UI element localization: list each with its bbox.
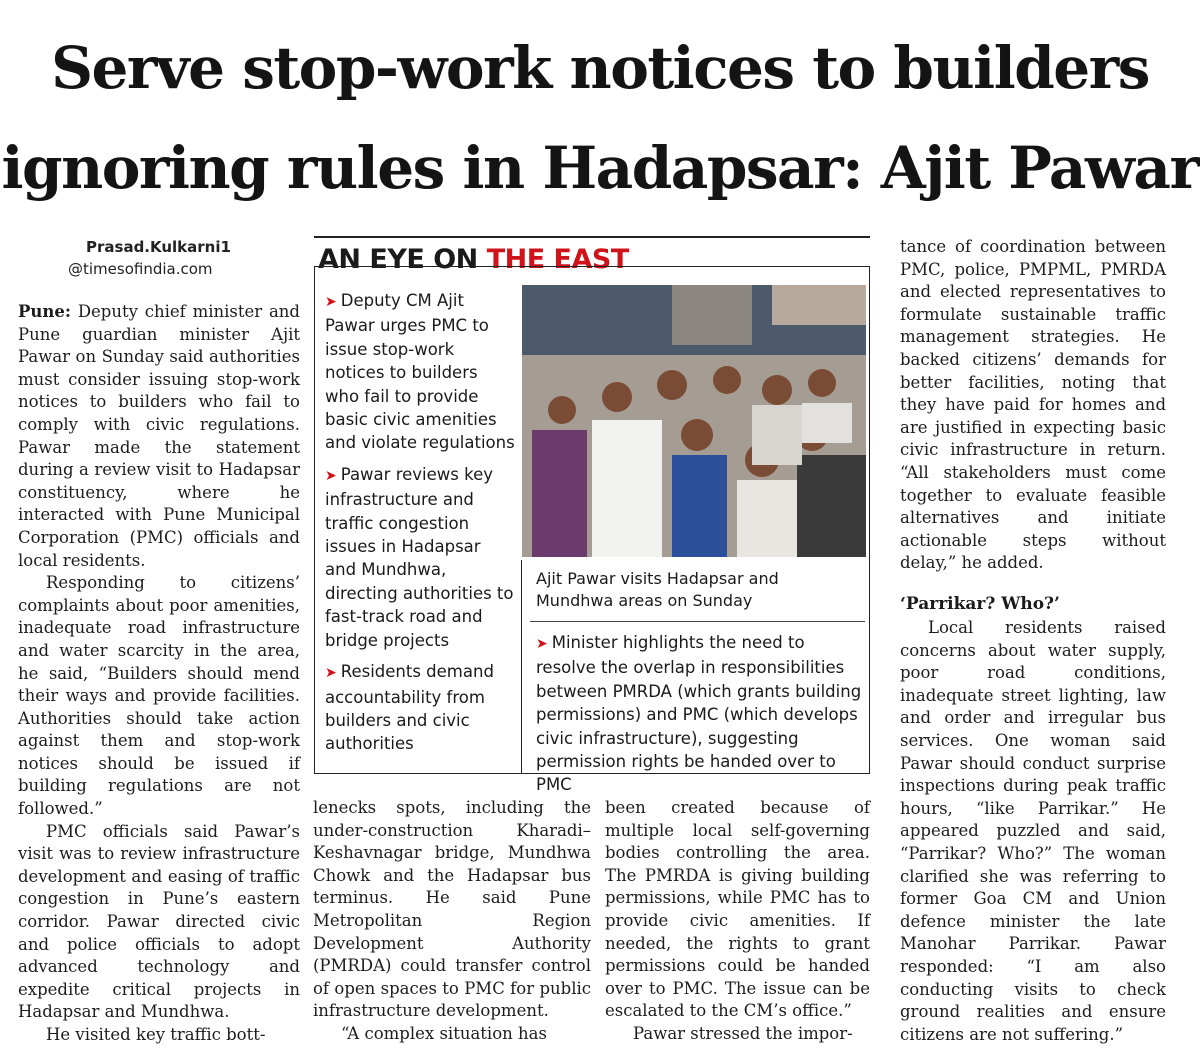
section-subhead: ‘Parrikar? Who?’ <box>900 594 1060 614</box>
factbox-right-bullet: ➤ Minister highlights the need to resolve the overlap in responsibilities between PMRDA (which grants building permissions) and PMC (which develops civic infrastructure), suggesting permission rights be handed over to PMC <box>536 633 862 795</box>
article-column-4 <box>900 236 1166 575</box>
byline-name: Prasad.Kulkarni1 <box>86 238 231 256</box>
article-column-2 <box>313 797 591 1046</box>
arrow-icon: ➤ <box>325 467 337 484</box>
headline-line-1: Serve stop-work notices to builders <box>51 34 1149 102</box>
factbox-title: AN EYE ON THE EAST <box>318 244 629 275</box>
paragraph: “A complex situation has <box>341 1023 547 1043</box>
paragraph: Responding to citizens’ complaints about poor amenities, inadequate road infrastructure and water scarcity in the area, he said, “Builders should mend their ways and provide facilities. Authorities should take action against them and stop-work notices should be issued if building regulations are not followed.” <box>18 573 300 819</box>
paragraph: lenecks spots, including the under-construction Kharadi–Keshavnagar bridge, Mundhwa Chowk and the Hadapsar bus terminus. He said Pune Metropolitan Region Development Authority (PMRDA) could transfer control of open spaces to PMC for public infrastructure development. <box>313 798 591 1021</box>
factbox-top-rule <box>314 236 870 238</box>
factbox-bullet: ➤ Deputy CM Ajit Pawar urges PMC to issue stop-work notices to builders who fail to provide basic civic amenities and violate regulations <box>325 291 515 453</box>
crowd-photo-illustration <box>522 285 866 557</box>
paragraph: tance of coordination between PMC, police, PMPML, PMRDA and elected representatives to formulate sustainable traffic management strategies. He backed citizens’ demands for better facilities, noting that they have paid for homes and are justified in expecting basic civic infrastructure in return. “All stakeholders must come together to evaluate feasible alternatives and initiate actionable steps without delay,” he added. <box>900 237 1166 573</box>
byline-handle: @timesofindia.com <box>68 260 213 278</box>
caption-divider <box>530 621 865 622</box>
paragraph: Pawar stressed the impor- <box>633 1023 853 1043</box>
paragraph: been created because of multiple local self-governing bodies controlling the area. The PMRDA is giving building permissions, while PMC has to provide civic amenities. If needed, the rights to grant permissions could be handed over to PMC. The issue can be escalated to the CM’s office.” <box>605 798 870 1021</box>
article-column-3 <box>605 797 870 1046</box>
dateline: Pune: <box>18 302 71 321</box>
news-photo <box>522 285 866 557</box>
factbox-column-divider <box>521 560 522 774</box>
paragraph: Pune: Deputy chief minister and Pune guardian minister Ajit Pawar on Sunday said authorities must consider issuing stop-work notices to builders who fail to comply with civic regulations. Pawar made the statement during a review visit to Hadapsar constituency, where he interacted with Pune Municipal Corporation (PMC) officials and local residents. <box>18 302 300 570</box>
factbox-bullet: ➤ Residents demand accountability from builders and civic authorities <box>325 662 494 754</box>
photo-caption: Ajit Pawar visits Hadapsar and Mundhwa areas on Sunday <box>536 569 779 610</box>
byline <box>68 236 231 280</box>
arrow-icon: ➤ <box>536 636 548 652</box>
arrow-icon: ➤ <box>325 294 337 310</box>
paragraph: He visited key traffic bott- <box>46 1025 266 1044</box>
headline-line-2: ignoring rules in Hadapsar: Ajit Pawar <box>1 134 1199 202</box>
arrow-icon: ➤ <box>325 665 337 682</box>
paragraph: PMC officials said Pawar’s visit was to review infrastructure development and easing of traffic congestion in Pune’s eastern corridor. Pawar directed civic and police officials to adopt advanced technology and expedite critical projects in Hadapsar and Mundhwa. <box>18 821 300 1022</box>
factbox-bullets <box>325 289 515 764</box>
article-column-4-continued <box>900 617 1166 1046</box>
article-column-1 <box>18 301 300 1047</box>
paragraph: Local residents raised concerns about water supply, poor road conditions, inadequate street lighting, law and order and irregular bus services. One woman said Pawar should conduct surprise inspections during peak traffic hours, “like Parrikar.” He appeared puzzled and said, “Parrikar? Who?” The woman clarified she was referring to former Goa CM and Union defence minister the late Manohar Parrikar. Pawar responded: “I am also conducting visits to check ground realities and ensure citizens are not suffering.” <box>900 618 1166 1044</box>
factbox-bullet: ➤ Pawar reviews key infrastructure and traffic congestion issues in Hadapsar and Mundhwa, directing authorities to fast-track road and bridge projects <box>325 464 514 650</box>
